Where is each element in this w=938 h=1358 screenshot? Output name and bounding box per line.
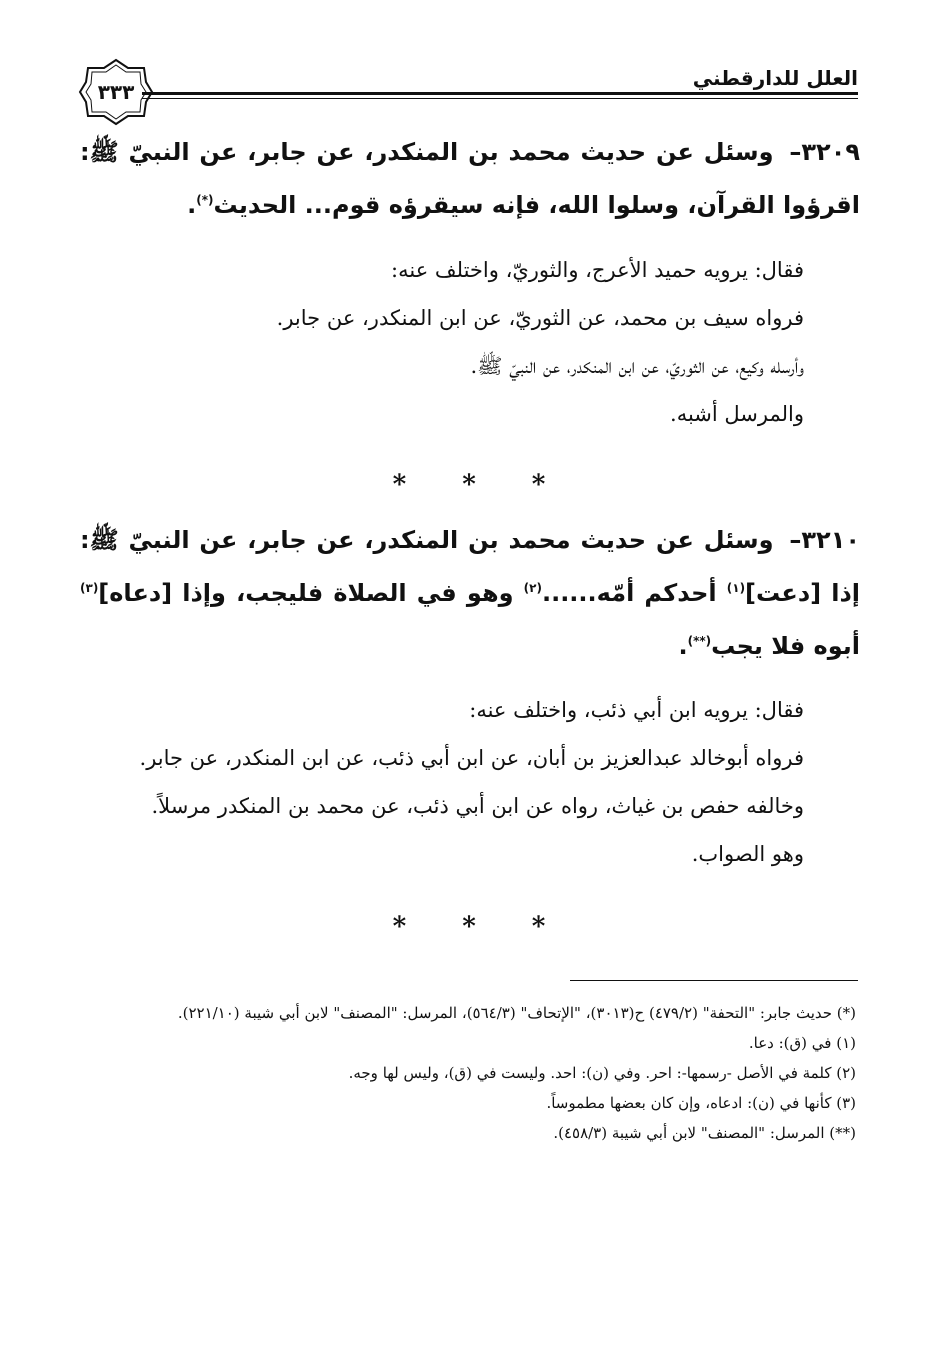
footnote-mark: (*)	[196, 193, 214, 207]
footnote: (*) حديث جابر: "التحفة" (٤٧٩/٢) ح(٣٠١٣)، "الإتحاف" (٥٦٤/٣)، المرسل: "المصنف" لابن أبي شيبة (٢٢١/١٠).	[177, 1004, 856, 1022]
entry-heading-text: وهو في الصلاة فليجب، وإذا [دعاه]	[98, 579, 524, 607]
body-line: فرواه أبوخالد عبدالعزيز بن أبان، عن ابن أبي ذئب، عن ابن المنكدر، عن جابر.	[139, 746, 804, 770]
body-line: والمرسل أشبه.	[670, 402, 804, 426]
entry-number: ٣٢٠٩–	[789, 138, 860, 166]
body-line: فقال: يرويه حميد الأعرج، والثوريّ، واختلف عنه:	[391, 258, 804, 282]
body-line: وهو الصواب.	[691, 842, 804, 866]
page-header	[78, 58, 858, 128]
entry-heading	[80, 128, 860, 229]
entry-number: ٣٢١٠–	[789, 526, 860, 554]
running-title: العلل للدارقطني	[692, 66, 858, 90]
footnote-mark: (**)	[687, 634, 712, 648]
separator-star: *	[392, 912, 407, 942]
section-separator	[0, 470, 938, 500]
footnote-mark: (١)	[726, 581, 746, 595]
header-rule-thin	[142, 98, 858, 99]
footnote: (٢) كلمة في الأصل -رسمها-: احر. وفي (ن): احد. وليست في (ق)، وليس لها وجه.	[348, 1064, 856, 1082]
body-line: فرواه سيف بن محمد، عن الثوريّ، عن ابن المنكدر، عن جابر.	[276, 306, 804, 330]
footnote-mark: (٣)	[80, 581, 99, 595]
section-separator	[0, 912, 938, 942]
footnote-rule	[570, 980, 858, 981]
footnote-mark: (٢)	[523, 581, 542, 595]
entry-heading-text: أحدكم أمّه......	[541, 579, 727, 607]
footnote: (**) المرسل: "المصنف" لابن أبي شيبة (٤٥٨/٣).	[553, 1124, 856, 1142]
footnote: (١) في (ق): دعا.	[748, 1034, 856, 1052]
body-line: وخالفه حفص بن غياث، رواه عن ابن أبي ذئب، عن محمد بن المنكدر مرسلاً.	[151, 794, 804, 818]
entry-body	[80, 686, 804, 878]
separator-star: *	[392, 470, 407, 500]
separator-star: *	[462, 470, 476, 500]
separator-star: *	[462, 912, 476, 942]
body-line: فقال: يرويه ابن أبي ذئب، واختلف عنه:	[469, 698, 804, 722]
entry-heading-text: وسئل عن حديث محمد بن المنكدر، عن جابر، عن النبيّ ﷺ: إذا [دعت]	[80, 526, 861, 607]
heading-end: .	[187, 191, 197, 219]
heading-end: .	[678, 632, 688, 660]
entry-heading-text: أبوه فلا يجب	[711, 632, 860, 660]
entry-heading	[80, 516, 860, 670]
body-line: وأرسله وكيع، عن الثوريّ، عن ابن المنكدر، عن النبيّ ﷺ.	[470, 354, 804, 378]
page-number: ٣٣٣	[97, 80, 135, 104]
footnote: (٣) كأنها في (ن): ادعاه، وإن كان بعضها مطموساً.	[546, 1094, 856, 1112]
entry-body	[80, 246, 804, 438]
separator-star: *	[531, 912, 546, 942]
header-rule-thick	[142, 92, 858, 95]
footnotes	[80, 1000, 860, 1150]
entry-heading-text: وسئل عن حديث محمد بن المنكدر، عن جابر، عن النبيّ ﷺ: اقرؤوا القرآن، وسلوا الله، فإنه سيقرؤه قوم... الحديث	[80, 138, 860, 219]
separator-star: *	[531, 470, 546, 500]
